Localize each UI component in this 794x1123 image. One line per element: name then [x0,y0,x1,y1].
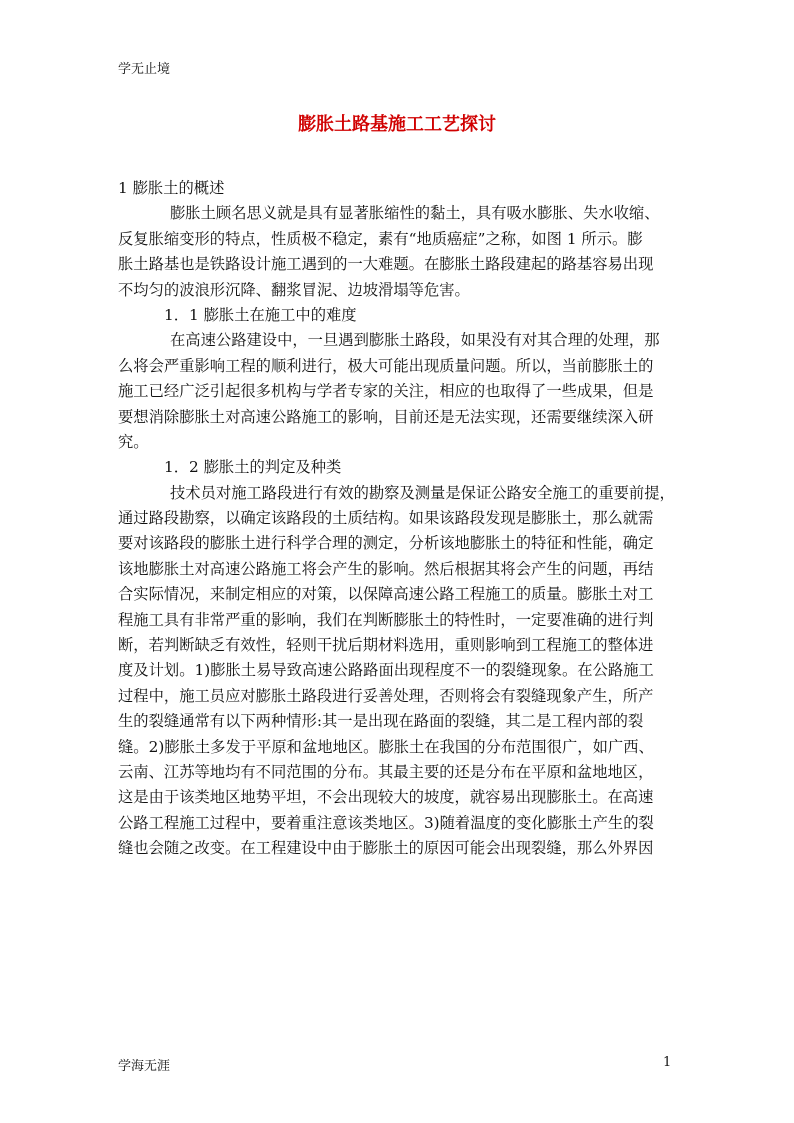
text-line: 度及计划。1)膨胀土易导致高速公路路面出现程度不一的裂缝现象。在公路施工 [118,661,654,680]
text-line: 反复胀缩变形的特点，性质极不稳定，素有“地质癌症”之称，如图 1 所示。膨 [118,229,643,248]
text-line: 程施工具有非常严重的影响，我们在判断膨胀土的特性时，一定要准确的进行判 [118,610,654,629]
page-header: 学无止境 [118,62,171,77]
text-line: 生的裂缝通常有以下两种情形:其一是出现在路面的裂缝，其二是工程内部的裂 [118,712,644,731]
text-line: 云南、江苏等地均有不同范围的分布。其最主要的还是分布在平原和盆地地区， [118,762,654,781]
text-line: 不均匀的波浪形沉降、翻浆冒泥、边坡滑塌等危害。 [118,280,470,299]
text-line: 施工已经广泛引起很多机构与学者专家的关注，相应的也取得了一些成果，但是 [118,382,654,401]
text-line: 要想消除膨胀土对高速公路施工的影响，目前还是无法实现，还需要继续深入研 [118,407,654,426]
text-line: 1．1 膨胀土在施工中的难度 [164,305,357,324]
document-title: 膨胀土路基施工工艺探讨 [298,114,496,135]
text-line: 膨胀土顾名思义就是具有显著胀缩性的黏土，具有吸水膨胀、失水收缩、 [170,204,660,223]
text-line: 断，若判断缺乏有效性，轻则干扰后期材料选用，重则影响到工程施工的整体进 [118,636,654,655]
text-line: 究。 [118,432,149,451]
document-body [118,176,684,862]
text-line: 技术员对施工路段进行有效的勘察及测量是保证公路安全施工的重要前提， [170,483,675,502]
text-line: 缝。2)膨胀土多发于平原和盆地地区。膨胀土在我国的分布范围很广，如广西、 [118,737,654,756]
text-line: 公路工程施工过程中，要着重注意该类地区。3)随着温度的变化膨胀土产生的裂 [118,813,654,832]
text-line: 在高速公路建设中，一旦遇到膨胀土路段，如果没有对其合理的处理，那 [170,331,660,350]
text-line: 么将会严重影响工程的顺利进行，极大可能出现质量问题。所以，当前膨胀土的 [118,356,654,375]
text-line: 1．2 膨胀土的判定及种类 [164,458,342,477]
text-line: 胀土路基也是铁路设计施工遇到的一大难题。在膨胀土路段建起的路基容易出现 [118,255,654,274]
text-line: 合实际情况，来制定相应的对策，以保障高速公路工程施工的质量。膨胀土对工 [118,585,654,604]
text-line: 缝也会随之改变。在工程建设中由于膨胀土的原因可能会出现裂缝，那么外界因 [118,839,654,858]
text-line: 这是由于该类地区地势平坦，不会出现较大的坡度，就容易出现膨胀土。在高速 [118,788,654,807]
text-line: 通过路段勘察，以确定该路段的土质结构。如果该路段发现是膨胀土，那么就需 [118,509,654,528]
text-line: 要对该路段的膨胀土进行科学合理的测定，分析该地膨胀土的特征和性能，确定 [118,534,654,553]
text-line: 1 膨胀土的概述 [118,179,225,197]
text-line: 过程中，施工员应对膨胀土路段进行妥善处理，否则将会有裂缝现象产生，所产 [118,686,654,705]
text-line: 该地膨胀土对高速公路施工将会产生的影响。然后根据其将会产生的问题，再结 [118,559,654,578]
page-footer: 学海无涯 [118,1059,171,1074]
page-number: 1 [663,1055,672,1070]
